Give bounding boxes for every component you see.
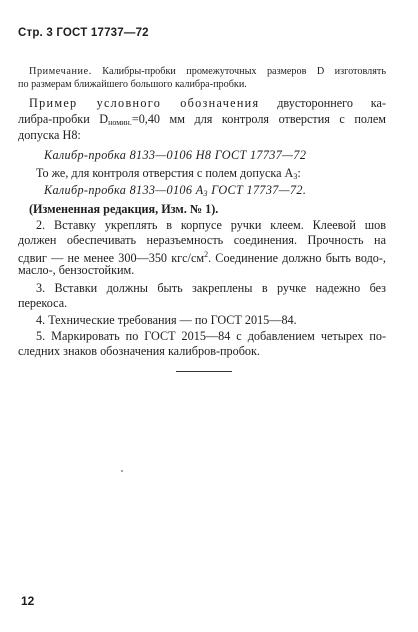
example-line-3: допуска H8: — [18, 128, 81, 142]
item-4-line-1: 4. Технические требования — по ГОСТ 2015—84. — [36, 313, 297, 327]
tolerance-subscript: 3 — [293, 172, 298, 181]
item-2-line-4: масло-, бензостойким. — [18, 263, 135, 277]
example-heading: Пример условного обозначения — [29, 96, 260, 110]
scan-speck — [121, 470, 123, 472]
designation-2 — [44, 183, 306, 201]
item-5-line-1: 5. Маркировать по ГОСТ 2015—84 с добавлением четырех по- — [36, 329, 386, 343]
example-line-1 — [29, 96, 386, 110]
designation-2-prefix: Калибр-пробка 8133—0106 A — [44, 183, 204, 197]
example-line-2-rest: =0,40 мм для контроля отверстия с полем — [131, 112, 387, 126]
designation-2-subscript: 3 — [203, 189, 208, 198]
page-number: 12 — [21, 594, 35, 608]
item-5-line-2: следних знаков обозначения калибров-пробок. — [18, 344, 260, 358]
item-3-line-2: перекоса. — [18, 296, 68, 310]
item-2-line-1: 2. Вставку укреплять в корпусе ручки клеем. Клеевой шов — [36, 218, 386, 232]
example-line-2-prefix: либра-пробки D — [18, 112, 109, 126]
example-line-5-prefix: То же, для контроля отверстия с полем допуска A — [36, 166, 294, 180]
item-2-line-3-prefix: сдвиг — не менее 300—350 кгс/см — [18, 251, 205, 266]
example-line-5 — [36, 166, 301, 184]
designation-2-suffix: ГОСТ 17737—72. — [207, 183, 307, 197]
example-line-1-rest: двустороннего ка- — [277, 96, 387, 110]
item-2-line-3-suffix: . Соединение должно быть водо-, — [208, 251, 386, 266]
item-3-line-1: 3. Вставки должны быть закреплены в ручке надежно без — [36, 281, 386, 295]
designation-1: Калибр-пробка 8133—0106 H8 ГОСТ 17737—72 — [44, 148, 307, 162]
example-line-5-suffix: : — [297, 166, 301, 180]
nominal-subscript: номин. — [108, 118, 132, 127]
page-header: Стр. 3 ГОСТ 17737—72 — [18, 27, 149, 39]
note-line-1 — [29, 66, 386, 78]
amendment-note: (Измененная редакция, Изм. № 1). — [29, 202, 219, 216]
note-text-1: Калибры-пробки промежуточных размеров D изготовлять — [102, 66, 386, 77]
end-rule — [176, 371, 232, 372]
note-label: Примечание. — [29, 66, 92, 77]
note-line-2: по размерам ближайшего большого калибра-пробки. — [18, 79, 247, 90]
item-2-line-2: должен обеспечивать неразъемность соединения. Прочность на — [18, 233, 386, 247]
superscript: 2 — [204, 250, 209, 259]
